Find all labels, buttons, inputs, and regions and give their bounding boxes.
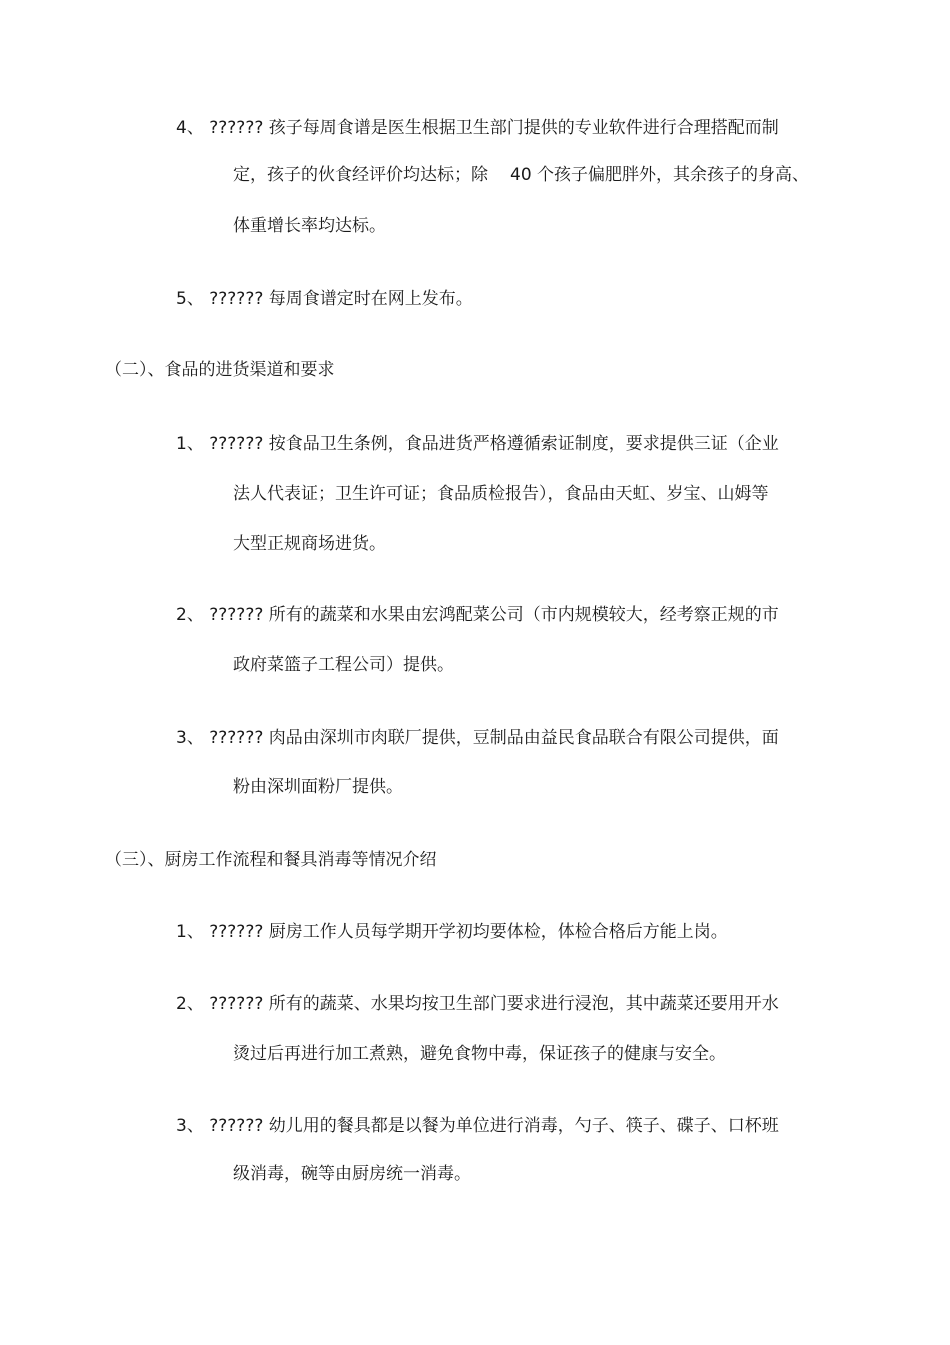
item-2-line-2 [233,1043,726,1065]
item-2-line-2 [233,654,454,676]
item-text: 烫过后再进行加工煮熟，避免食物中毒，保证孩子的健康与安全。 [233,1044,726,1064]
item-number: 4、 [176,118,204,138]
item-number: 1、 [176,434,204,454]
item-2-line-1 [176,993,779,1015]
item-text: ?????? 所有的蔬菜和水果由宏鸿配菜公司（市内规模较大，经考察正规的市 [209,605,779,625]
item-4-line-2 [233,164,809,186]
item-text: ?????? 厨房工作人员每学期开学初均要体检，体检合格后方能上岗。 [209,922,728,942]
item-1-line-3 [233,533,386,555]
item-3-line-2 [233,776,403,798]
item-text: 粉由深圳面粉厂提供。 [233,777,403,797]
item-text: ?????? 肉品由深圳市肉联厂提供，豆制品由益民食品联合有限公司提供，面 [209,728,779,748]
item-4-line-3 [233,215,386,237]
item-number: 1、 [176,922,204,942]
item-1-line-2 [233,483,769,505]
item-number: 3、 [176,728,204,748]
item-text: ?????? 每周食谱定时在网上发布。 [209,289,473,309]
item-2-line-1 [176,604,779,626]
item-number: 2、 [176,605,204,625]
section-heading: （二）、食品的进货渠道和要求 [105,360,335,380]
item-text: 40 个孩子偏肥胖外，其余孩子的身高、 [510,165,810,185]
item-text: 体重增长率均达标。 [233,216,386,236]
item-text: 法人代表证；卫生许可证；食品质检报告），食品由天虹、岁宝、山姆等 [233,484,769,504]
item-3-line-1 [176,1115,779,1137]
section-heading: （三）、厨房工作流程和餐具消毒等情况介绍 [105,850,437,870]
item-text: ?????? 按食品卫生条例，食品进货严格遵循索证制度，要求提供三证（企业 [209,434,779,454]
item-number: 5、 [176,289,204,309]
item-text: 政府菜篮子工程公司）提供。 [233,655,454,675]
item-text: ?????? 孩子每周食谱是医生根据卫生部门提供的专业软件进行合理搭配而制 [209,118,779,138]
item-text: ?????? 幼儿用的餐具都是以餐为单位进行消毒，勺子、筷子、碟子、口杯班 [209,1116,779,1136]
item-1-line-1 [176,433,779,455]
item-3-line-1 [176,727,779,749]
item-text: ?????? 所有的蔬菜、水果均按卫生部门要求进行浸泡，其中蔬菜还要用开水 [209,994,779,1014]
item-1-line-1 [176,921,728,943]
item-5-line-1 [176,288,473,310]
item-3-line-2 [233,1163,471,1185]
item-text: 定，孩子的伙食经评价均达标；除 [233,165,488,185]
item-text: 级消毒，碗等由厨房统一消毒。 [233,1164,471,1184]
item-number: 2、 [176,994,204,1014]
item-number: 3、 [176,1116,204,1136]
item-text: 大型正规商场进货。 [233,534,386,554]
item-4-line-1 [176,117,779,139]
